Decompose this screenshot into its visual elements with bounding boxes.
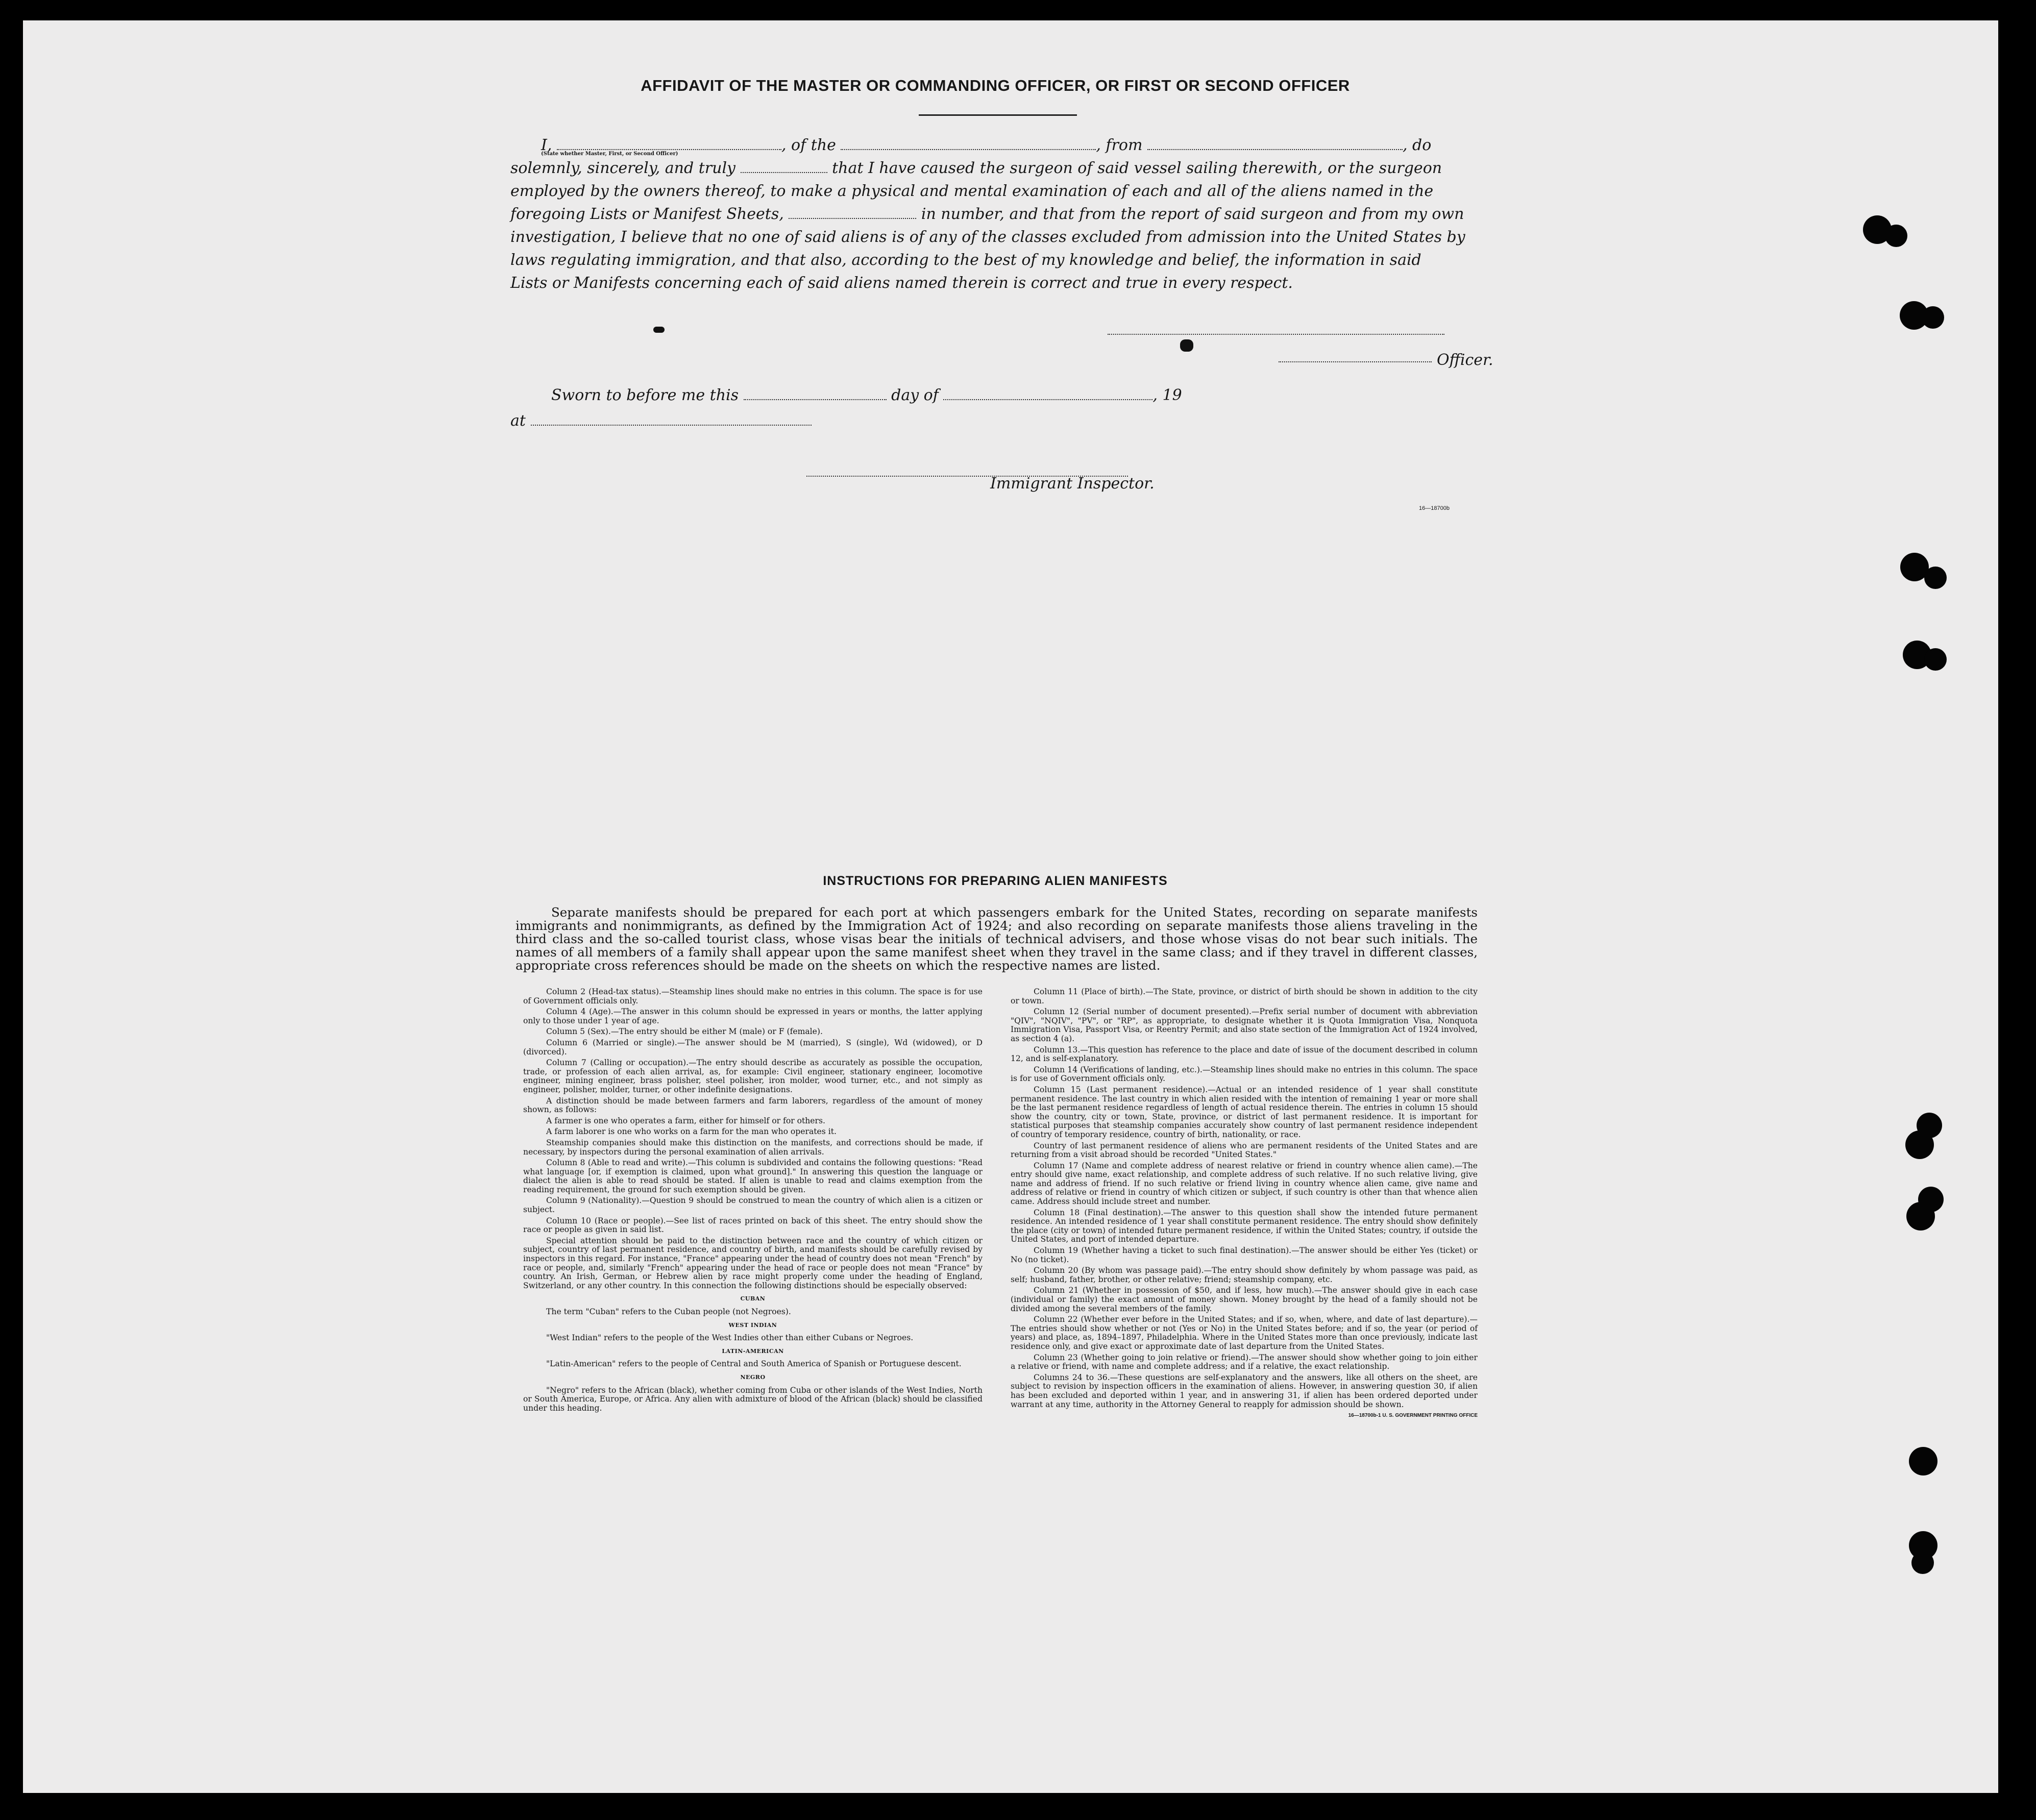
column-6-note: Column 6 (Married or single).—The answer should be M (married), S (single), Wd (widowed), or D (divorced). (523, 1038, 983, 1056)
column-14-note: Column 14 (Verifications of landing, etc.).—Steamship lines should make no entries in this column. The space is for use of Government officials only. (1011, 1065, 1478, 1084)
sheet-count-field[interactable] (789, 207, 916, 219)
binder-hole-icon (1924, 567, 1947, 589)
instructions-title: INSTRUCTIONS FOR PREPARING ALIEN MANIFESTS (823, 874, 1168, 888)
heading-cuban: CUBAN (740, 1295, 766, 1302)
heading-latin-american: LATIN-AMERICAN (722, 1347, 784, 1355)
farmer-definition: A farmer is one who operates a farm, either for himself or for others. (546, 1116, 825, 1125)
ink-mark (1180, 339, 1193, 352)
scan-edge (1998, 0, 2036, 1820)
binder-hole-icon (1911, 1552, 1934, 1574)
binder-hole-icon (1924, 648, 1947, 671)
column-9-note: Column 9 (Nationality).—Question 9 should be construed to mean the country of which alien is a citizen or subject. (523, 1196, 983, 1215)
column-18-note: Column 18 (Final destination).—The answer to this question shall show the intended future permanent residence. An intended residence of 1 year shall constitute permanent residence. The entry should show definitely the place (city or town) of intended future permanent residence, if within the United States; country, if outside the United States, and port of intended departure. (1011, 1208, 1478, 1244)
affidavit-do: , do (1402, 136, 1432, 154)
state-note: (State whether Master, First, or Second Officer) (541, 151, 678, 157)
cuban-definition: The term "Cuban" refers to the Cuban people (not Negroes). (546, 1307, 791, 1316)
farmer-distinction-note: A distinction should be made between farmers and farm laborers, regardless of the amount of money shown, as follows: (523, 1096, 983, 1115)
column-10-note: Column 10 (Race or people).—See list of races printed on back of this sheet. The entry should show the race or people as given in said list. (523, 1216, 983, 1235)
sworn-day-of: day of (891, 386, 939, 404)
affidavit-line4b: in number, and that from the report of said surgeon and from my own (921, 205, 1464, 223)
affidavit-title: AFFIDAVIT OF THE MASTER OR COMMANDING OFFICER, OR FIRST OR SECOND OFFICER (641, 77, 1350, 94)
inspector-label: Immigrant Inspector. (990, 475, 1155, 493)
sworn-text: Sworn to before me this (551, 386, 739, 404)
sworn-year: , 19 (1152, 386, 1182, 404)
column-7-note: Column 7 (Calling or occupation).—The entry should describe as accurately as possible the occupation, trade, or profession of each alien arrival, as, for example: Civil engineer, stationary engineer, locomotive engineer, mining engineer, brass polisher, steel polisher, iron molder, wood turner, etc., and not simply as engineer, polisher, molder, turner, or other indefinite designations. (523, 1058, 983, 1094)
column-2-note: Column 2 (Head-tax status).—Steamship lines should make no entries in this column. The space is for use of Government officials only. (523, 987, 983, 1005)
affidavit-i: I, (541, 136, 552, 154)
officer-signature-line[interactable] (1279, 360, 1432, 362)
ink-mark (653, 327, 665, 333)
steamship-distinction-note: Steamship companies should make this distinction on the manifests, and corrections should be made, if necessary, by inspectors during the personal examination of alien arrivals. (523, 1138, 983, 1157)
column-17-note: Column 17 (Name and complete address of nearest relative or friend in country whence alien came).—The entry should give name, exact relationship, and complete address of such relative. If no such relative living, give name and address of friend. If no such relative or friend living in country whence alien came, give name and address of relative or friend in country of which citizen or subject, if such country is other than that whence alien came. Address should include street and number. (1011, 1161, 1478, 1207)
column-20-note: Column 20 (By whom was passage paid).—The entry should show definitely by whom passage was paid, as self; husband, father, brother, or other relative; friend; steamship company, etc. (1011, 1266, 1478, 1284)
column-5-note: Column 5 (Sex).—The entry should be either M (male) or F (female). (546, 1027, 823, 1037)
affidavit-line6: laws regulating immigration, and that also, according to the best of my knowledge and belief, the information in said (510, 251, 1421, 269)
signature-line[interactable] (1108, 333, 1444, 335)
oath-field[interactable] (741, 161, 827, 173)
affidavit-text (510, 134, 1485, 294)
column-15-note: Column 15 (Last permanent residence).—Actual or an intended residence of 1 year shall constitute permanent residence. The last country in which alien resided with the intention of remaining 1 year or more shall be the last permanent residence regardless of length of actual residence therein. The entries in column 15 should show the country, city or town, State, province, or district of last permanent residence. It is important for statistical purposes that steamship companies accurately show country of last permanent residence independent of country of temporary residence, country of birth, nationality, or race. (1011, 1085, 1478, 1139)
column-22-note: Column 22 (Whether ever before in the United States; and if so, when, where, and date of last departure).—The entries should show whether or not (Yes or No) in the United States before; and if so, the year (or period of years) and place, as, 1894–1897, Philadelphia. Where in the United States more than once previously, indicate last residence only, and give exact or approximate date of last departure from the United States. (1011, 1315, 1478, 1351)
race-distinction-note: Special attention should be paid to the distinction between race and the country of which citizen or subject, country of last permanent residence, and country of birth, and manifests should be carefully revised by inspectors in this regard. For instance, "France" appearing under the head of country does not mean "French" by race or people, and, similarly "French" appearing under the head of race or people does not mean "France" by country. An Irish, German, or Hebrew alien by race might properly come under the heading of England, Switzerland, or any other country. In this connection the following distinctions should be especially observed: (523, 1236, 983, 1290)
binder-hole-icon (1905, 1130, 1934, 1159)
binder-hole-icon (1909, 1447, 1937, 1475)
columns-24-36-note: Columns 24 to 36.—These questions are self-explanatory and the answers, like all others on the sheet, are subject to revision by inspection officers in the examination of aliens. However, in answering question 30, if alien has been excluded and deported within 1 year, and in answering 31, if alien has been ordered deported under warrant at any time, authority in the Attorney General to reapply for admission should be shown. (1011, 1372, 1478, 1409)
column-4-note: Column 4 (Age).—The answer in this column should be expressed in years or months, the latter applying only to those under 1 year of age. (523, 1007, 983, 1025)
sworn-block (510, 383, 1485, 434)
heading-west-indian: WEST INDIAN (728, 1321, 777, 1329)
title-rule (919, 114, 1077, 116)
binder-hole-icon (1885, 225, 1907, 247)
column-23-note: Column 23 (Whether going to join relative or friend).—The answer should show whether going to join either a relative or friend, with name and complete address; and if a relative, the exact relationship. (1011, 1352, 1478, 1371)
officer-name-field[interactable] (557, 138, 781, 150)
at-place-field[interactable] (531, 413, 812, 426)
column-8-note: Column 8 (Able to read and write).—This column is subdivided and contains the following questions: "Read what language [or, if exemption is claimed, upon what ground]." In answering this question the language or dialect the alien is able to read should be stated. If alien is unable to read and claims exemption from the reading requirement, the ground for such exemption should be given. (523, 1158, 983, 1194)
vessel-field[interactable] (841, 138, 1096, 150)
binder-hole-icon (1922, 306, 1944, 329)
returning-residents-note: Country of last permanent residence of aliens who are permanent residents of the United States and are returning from a visit abroad should be recorded "United States." (1011, 1141, 1478, 1160)
column-21-note: Column 21 (Whether in possession of $50, and if less, how much).—The answer should give in each case (individual or family) the exact amount of money shown. Money brought by the head of a family should not be divided among the several members of the family. (1011, 1286, 1478, 1313)
affidavit-from: , from (1096, 136, 1143, 154)
affidavit-line5: investigation, I believe that no one of said aliens is of any of the classes excluded from admission into the United States by (510, 228, 1465, 246)
intro-text: Separate manifests should be prepared for each port at which passengers embark for the United States, recording on separate manifests immigrants and nonimmigrants, as defined by the Immigration Act of 1924; and also recording on separate manifests those aliens traveling in the third class and the so-called tourist class, whose visas bear the initials of technical advisers, and those whose visas do not bear such initials. The names of all members of a family shall appear upon the same manifest sheet when they travel in the same class; and if they travel in different classes, appropriate cross references should be made on the sheets on which the respective names are listed. (516, 905, 1478, 973)
sworn-day-field[interactable] (744, 388, 887, 400)
negro-definition: "Negro" refers to the African (black), whether coming from Cuba or other islands of the West Indies, North or South America, Europe, or Africa. Any alien with admixture of blood of the African (black) should be classified under this heading. (523, 1385, 983, 1413)
at-label: at (510, 412, 526, 430)
affidavit-line2b: that I have caused the surgeon of said vessel sailing therewith, or the surgeon (832, 159, 1442, 177)
column-19-note: Column 19 (Whether having a ticket to such final destination).—The answer should be either Yes (ticket) or No (no ticket). (1011, 1246, 1478, 1264)
latin-american-definition: "Latin-American" refers to the people of Central and South America of Spanish or Portuguese descent. (546, 1359, 962, 1369)
instructions-left-column (523, 988, 983, 1415)
farm-laborer-definition: A farm laborer is one who works on a farm for the man who operates it. (546, 1127, 837, 1137)
column-11-note: Column 11 (Place of birth).—The State, province, or district of birth should be shown in addition to the city or town. (1011, 987, 1478, 1005)
west-indian-definition: "West Indian" refers to the people of the West Indies other than either Cubans or Negroes. (546, 1333, 914, 1343)
column-13-note: Column 13.—This question has reference to the place and date of issue of the document described in column 12, and is self-explanatory. (1011, 1045, 1478, 1064)
binder-hole-icon (1906, 1202, 1935, 1231)
heading-negro: NEGRO (740, 1373, 766, 1381)
affidavit-line4a: foregoing Lists or Manifest Sheets, (510, 205, 784, 223)
officer-label: Officer. (1437, 351, 1493, 369)
sworn-month-field[interactable] (943, 388, 1152, 400)
affidavit-line7: Lists or Manifests concerning each of said aliens named therein is correct and true in every respect. (510, 274, 1293, 292)
affidavit-of-the: , of the (781, 136, 836, 154)
instructions-right-column (1011, 988, 1478, 1420)
printing-office-footer: 16—18700b-1 U. S. GOVERNMENT PRINTING OFFICE (1348, 1413, 1478, 1419)
form-code: 16—18700b (1419, 505, 1450, 511)
port-field[interactable] (1147, 138, 1403, 150)
column-12-note: Column 12 (Serial number of document presented).—Prefix serial number of document with abbreviation "QIV", "NQIV", "PV", or "RP", as appropriate, to designate whether it is Quota Immigration Visa, Nonquota Immigration Visa, Passport Visa, or Reentry Permit; and also state section of the Immigration Act of 1924 involved, as section 4 (a). (1011, 1007, 1478, 1043)
instructions-intro (516, 906, 1478, 972)
affidavit-line3: employed by the owners thereof, to make a physical and mental examination of each and all of the aliens named in the (510, 182, 1434, 200)
affidavit-line2a: solemnly, sincerely, and truly (510, 159, 736, 177)
